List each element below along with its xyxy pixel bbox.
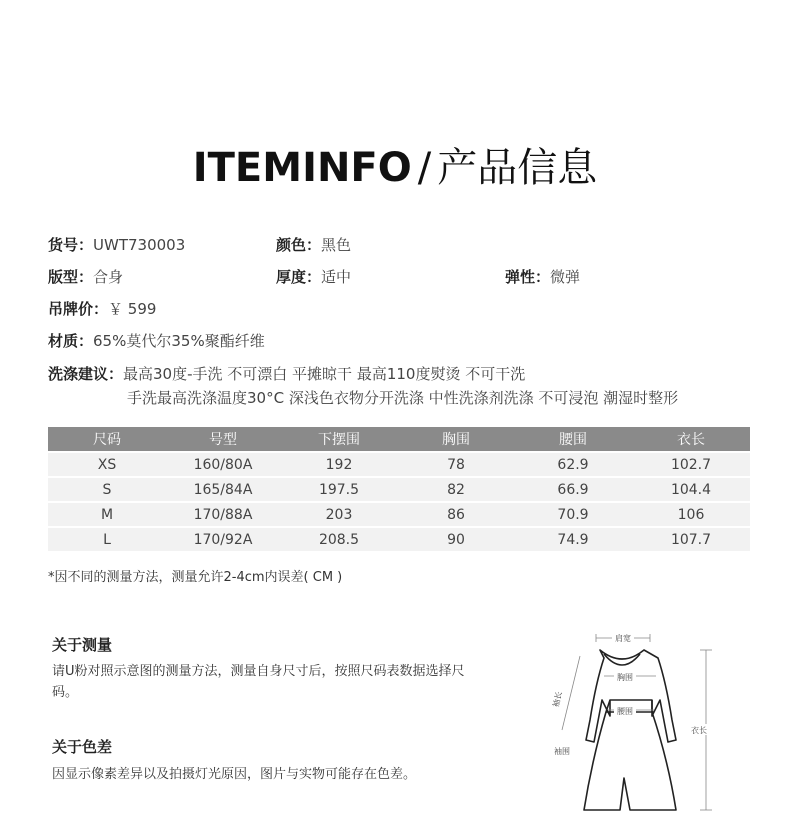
title-cn: 产品信息 [437,145,598,191]
cell-size: XS [48,451,166,476]
washing-line2: 手洗最高洗涤温度30°C 深浅色衣物分开洗涤 中性洗涤剂洗涤 不可浸泡 潮湿时整形 [127,389,679,407]
table-row [48,476,750,501]
cell-model: 170/88A [166,501,280,526]
washing-label: 洗涤建议： [48,365,124,383]
elasticity-label: 弹性： [505,268,551,286]
color-diff-text: 因显示像素差异以及拍摄灯光原因，图片与实物可能存在色差。 [52,767,417,782]
length-label: 衣长 [691,726,707,735]
header-hem: 下摆围 [280,427,398,451]
cell-waist: 74.9 [514,526,632,551]
washing-row-2 [127,388,678,408]
cell-chest: 82 [398,476,514,501]
cell-model: 160/80A [166,451,280,476]
thickness-value: 适中 [321,268,352,286]
measure-text: 请U粉对照示意图的测量方法，测量自身尺寸后，按照尺码表数据选择尺码。 [52,664,465,700]
page-title [0,136,790,193]
table-row [48,501,750,526]
item-no-value: UWT730003 [93,236,186,254]
thickness-label: 厚度： [276,268,322,286]
cell-length: 107.7 [632,526,750,551]
cell-waist: 70.9 [514,501,632,526]
title-separator: / [417,145,432,191]
cuff-label: 袖围 [554,747,570,756]
waist-label: 腰围 [617,707,633,716]
cell-size: S [48,476,166,501]
cell-hem: 203 [280,501,398,526]
size-table-header [48,427,750,451]
color-row [276,235,351,255]
fit-value: 合身 [93,268,124,286]
cell-length: 104.4 [632,476,750,501]
cell-hem: 208.5 [280,526,398,551]
thickness-row [276,267,351,287]
cell-model: 165/84A [166,476,280,501]
cell-waist: 66.9 [514,476,632,501]
material-value: 65%莫代尔35%聚酯纤维 [93,332,265,350]
elasticity-value: 微弹 [550,268,581,286]
cell-hem: 197.5 [280,476,398,501]
cell-waist: 62.9 [514,451,632,476]
price-value: ￥ 599 [108,300,157,318]
sleeve-label: 袖长 [551,690,564,709]
elasticity-row [505,267,580,287]
material-label: 材质： [48,332,94,350]
measurement-note: *因不同的测量方法，测量允许2-4cm内误差( CM ) [48,570,343,585]
item-no-row [48,235,185,255]
shoulder-label: 肩宽 [615,634,631,643]
washing-line1: 最高30度-手洗 不可漂白 平摊晾干 最高110度熨烫 不可干洗 [123,365,526,383]
material-row [48,331,265,351]
fit-label: 版型： [48,268,94,286]
color-label: 颜色： [276,236,322,254]
cell-chest: 86 [398,501,514,526]
cell-chest: 90 [398,526,514,551]
header-chest: 胸围 [398,427,514,451]
header-length: 衣长 [632,427,750,451]
chest-label: 胸围 [617,673,633,682]
cell-hem: 192 [280,451,398,476]
color-diff-heading: 关于色差 [52,738,113,756]
dress-diagram [540,620,740,820]
cell-length: 102.7 [632,451,750,476]
title-en: ITEMINFO [192,145,412,191]
measure-lines [562,634,712,810]
header-model: 号型 [166,427,280,451]
table-row [48,451,750,476]
header-size: 尺码 [48,427,166,451]
cell-length: 106 [632,501,750,526]
size-table [48,427,750,551]
price-row [48,299,156,319]
cell-size: M [48,501,166,526]
cell-model: 170/92A [166,526,280,551]
header-waist: 腰围 [514,427,632,451]
color-value: 黑色 [321,236,352,254]
price-label: 吊牌价： [48,300,109,318]
fit-row [48,267,123,287]
cell-chest: 78 [398,451,514,476]
cell-size: L [48,526,166,551]
washing-row [48,364,525,384]
item-no-label: 货号： [48,236,94,254]
table-row [48,526,750,551]
measure-heading: 关于测量 [52,636,113,654]
